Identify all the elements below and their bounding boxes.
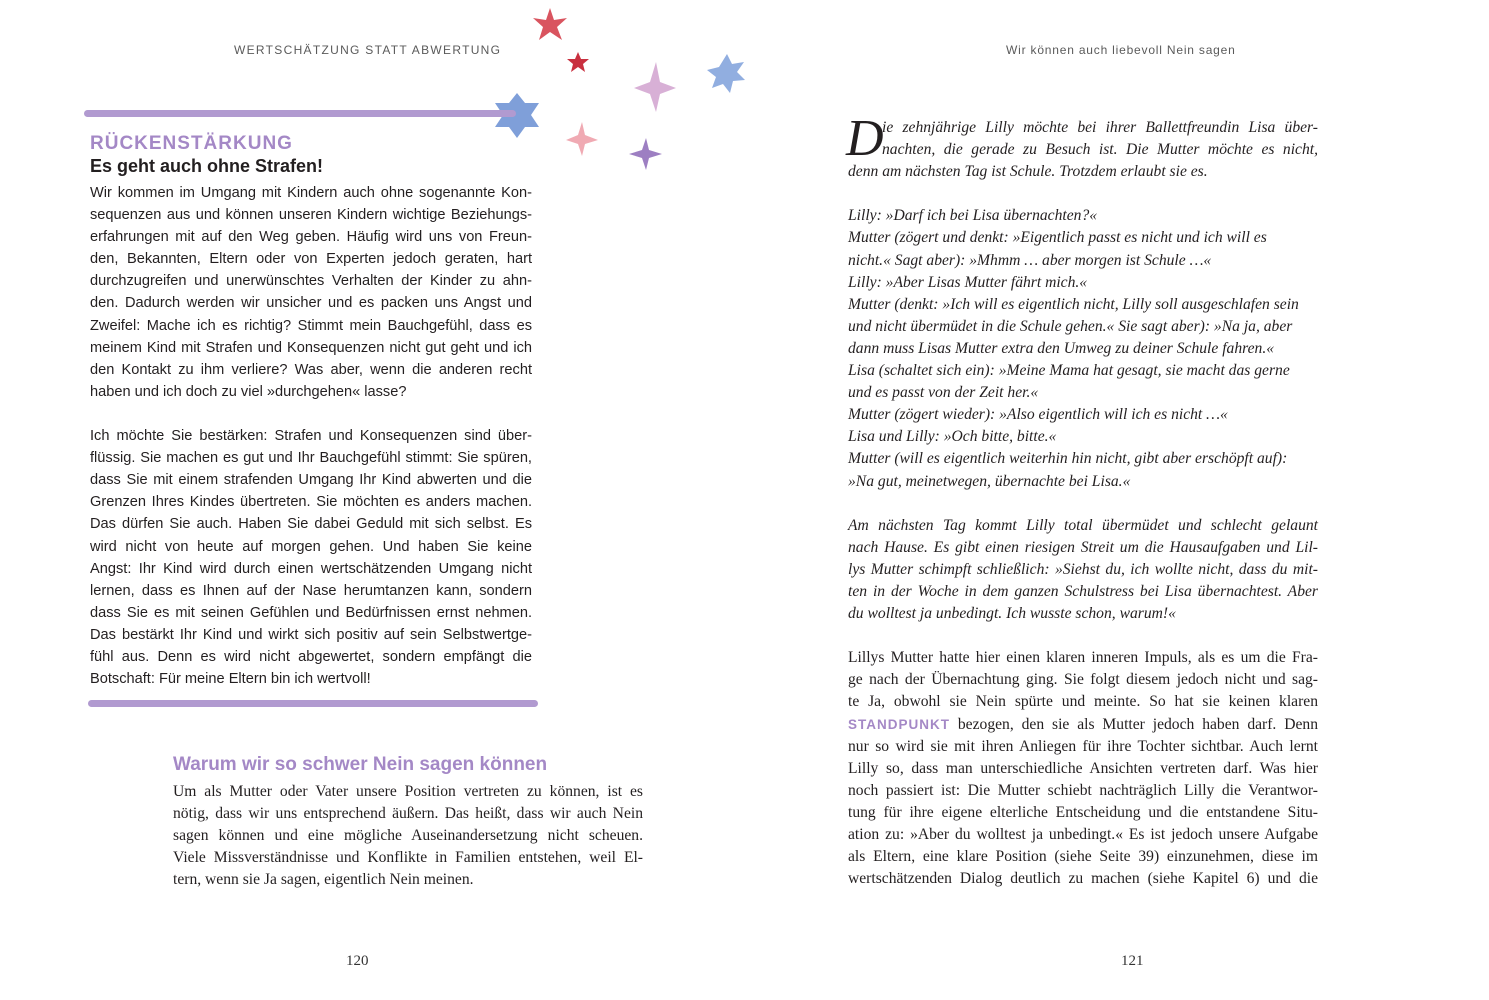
star-icon [707,54,745,93]
text-line: tern, wenn sie Ja sagen, eigentlich Nein meinen. [173,871,474,889]
text-line: ten in der Woche in dem ganzen Schulstress bei Lisa übernachtest. Aber [848,582,1318,600]
text-line: als Eltern, eine klare Position (siehe Seite 39) einzunehmen, diese im [848,848,1318,866]
box-top-rule [84,110,516,117]
box-bottom-rule [88,700,538,707]
text-line: Mutter (denkt: »Ich will es eigentlich nicht, Lilly soll ausgeschlafen sein [848,295,1299,313]
text-line: den, Bekannten, Eltern oder von Experten jedoch geraten, hart [90,251,532,268]
text-line [848,714,1318,736]
text-line: und es passt von der Zeit her.« [848,384,1039,402]
text-line: Angst: Ihr Kind wird durch einen wertschätzenden Umgang nicht [90,560,532,577]
text-line: te Ja, obwohl sie Nein spürte und meinte. So hat sie keinen klaren [848,693,1318,711]
text-line: Wir kommen im Umgang mit Kindern auch ohne sogenannte Kon- [90,185,532,201]
star-icon [634,62,676,112]
box-body [90,182,532,690]
text-line: den. Dadurch werden wir unsicher und es packen uns Angst und [90,295,532,312]
text-line: ge nach der Übernachtung ging. Sie folgt diesem jedoch nicht und sag- [848,671,1318,689]
text-line: tung für ihre eigene elterliche Entscheidung und die entstandene Situ- [848,803,1318,821]
star-icon [533,8,567,40]
text-line: erfahrungen mit auf den Weg geben. Häufig wird uns von Freun- [90,229,532,246]
text-line: den Kontakt zu ihm verliere? Was aber, wenn die anderen recht [90,361,532,378]
line-rest: bezogen, den sie als Mutter jedoch haben darf. Denn [950,715,1318,733]
text-line: nur so wird sie mit ihren Anliegen für ihre Tochter sichtbar. Auch lernt [848,737,1318,755]
text-line: Lilly: »Aber Lisas Mutter fährt mich.« [848,273,1088,291]
text-line: Viele Missverständnisse und Konflikte in Familien entstehen, weil El- [173,849,643,867]
text-line: »Na gut, meinetwegen, übernachte bei Lisa.« [848,472,1131,490]
text-line: ie zehnjährige Lilly möchte bei ihrer Ballettfreundin Lisa über- [882,119,1318,136]
box-kicker: RÜCKENSTÄRKUNG [90,133,293,154]
text-line: Lillys Mutter hatte hier einen klaren inneren Impuls, als es um die Fra- [848,649,1318,667]
star-icon [629,138,662,170]
text-line: Das bestärkt Ihr Kind und wirkt sich positiv auf sein Selbstwertge- [90,626,532,643]
decorative-stars-icon [490,0,760,180]
text-line: sequenzen aus und können unseren Kindern wichtige Beziehungs- [90,207,532,224]
drop-cap: D [846,110,884,167]
box-subtitle: Es geht auch ohne Strafen! [90,156,324,176]
text-line: Ich möchte Sie bestärken: Strafen und Konsequenzen sind über- [90,428,532,445]
text-line: Mutter (zögert und denkt: »Eigentlich passt es nicht und ich will es [848,229,1267,247]
text-line: wird nicht von heute auf morgen gehen. Und haben Sie keine [90,538,532,555]
text-line: flüssig. Sie machen es gut und Ihr Bauchgefühl stimmt: Sie spüren, [90,450,532,467]
running-head-right: Wir können auch liebevoll Nein sagen [1006,43,1236,57]
text-line: durchzugreifen und unerwünschtes Verhalten der Kinder zu ahn- [90,273,532,290]
text-line: nachten, die gerade zu Besuch ist. Die Mutter möchte es nicht, [882,141,1318,159]
text-line: nicht.« Sagt aber): »Mhmm … aber morgen ist Schule …« [848,251,1212,269]
section-heading: Warum wir so schwer Nein sagen können [173,754,548,775]
text-line: Das dürfen Sie auch. Haben Sie dabei Geduld mit sich selbst. Es [90,516,532,533]
text-line: nach Hause. Es gibt einen riesigen Streit um die Hausaufgaben und Lil- [848,538,1318,556]
story-text [848,117,1318,890]
text-line: Lisa und Lilly: »Och bitte, bitte.« [848,428,1057,446]
text-line: noch passiert ist: Die Mutter schiebt nachträglich Lilly die Verantwor- [848,781,1318,799]
star-icon [567,52,589,72]
text-line: Zweifel: Mache ich es richtig? Stimmt mein Bauchgefühl, dass es [90,317,532,334]
text-line: lernen, dass es Ihnen auf der Nase herumtanzen kann, sondern [90,582,532,599]
text-line: Lilly: »Darf ich bei Lisa übernachten?« [848,207,1098,225]
running-head-left: WERTSCHÄTZUNG STATT ABWERTUNG [234,43,502,57]
text-line: Lilly so, dass man unterschiedliche Ansichten vertreten darf. Was hier [848,759,1318,777]
text-line: und nicht übermüdet in die Schule gehen.« Sie sagt aber): »Na ja, aber [848,317,1293,335]
page-number-left: 120 [346,953,369,969]
text-line: Am nächsten Tag kommt Lilly total übermüdet und schlecht gelaunt [848,516,1318,534]
text-line: lys Mutter schimpft schließlich: »Siehst du, ich wollte nicht, dass du mit- [848,560,1318,578]
keyword-standpunkt: STANDPUNKT [848,716,950,732]
text-line: Mutter (zögert wieder): »Also eigentlich will ich es nicht …« [848,406,1228,424]
text-line: Lisa (schaltet sich ein): »Meine Mama hat gesagt, sie macht das gerne [848,362,1290,380]
text-line: dass Sie mit einem strafenden Umgang Ihr Kind abwerten und die [90,472,532,489]
text-line: dann muss Lisas Mutter extra den Umweg zu deiner Schule fahren.« [848,339,1275,357]
text-line: haben und ich doch zu viel »durchgehen« lasse? [90,383,407,400]
section-body [173,781,643,891]
text-line: Um als Mutter oder Vater unsere Position vertreten zu können, ist es [173,783,643,800]
text-line: denn am nächsten Tag ist Schule. Trotzdem erlaubt sie es. [848,163,1208,181]
star-icon [566,122,598,156]
text-line: meinem Kind mit Strafen und Konsequenzen nicht gut geht und ich [90,339,532,356]
text-line: Botschaft: Für meine Eltern bin ich wertvoll! [90,671,371,688]
text-line: dass Sie es mit seinen Gefühlen und Bedürfnissen ernst nehmen. [90,604,532,621]
text-line: ation zu: »Aber du wolltest ja unbedingt.« Es ist jedoch unsere Aufgabe [848,826,1318,843]
text-line: du wolltest ja unbedingt. Ich wusste schon, warum!« [848,605,1176,623]
text-line: Mutter (will es eigentlich weiterhin hin nicht, gibt aber erschöpft auf): [848,450,1288,468]
text-line: Grenzen Ihres Kindes übertreten. Sie möchten es anders machen. [90,494,532,511]
text-line: nötig, dass wir uns entsprechend äußern. Das heißt, dass wir auch Nein [173,805,643,823]
text-line: sagen können und eine mögliche Auseinandersetzung nicht scheuen. [173,827,643,845]
text-line: fühl aus. Denn es wird nicht abgewertet, sondern empfängt die [90,648,532,665]
page-number-right: 121 [1121,953,1144,969]
text-line: wertschätzenden Dialog deutlich zu machen (siehe Kapitel 6) und die [848,870,1318,888]
